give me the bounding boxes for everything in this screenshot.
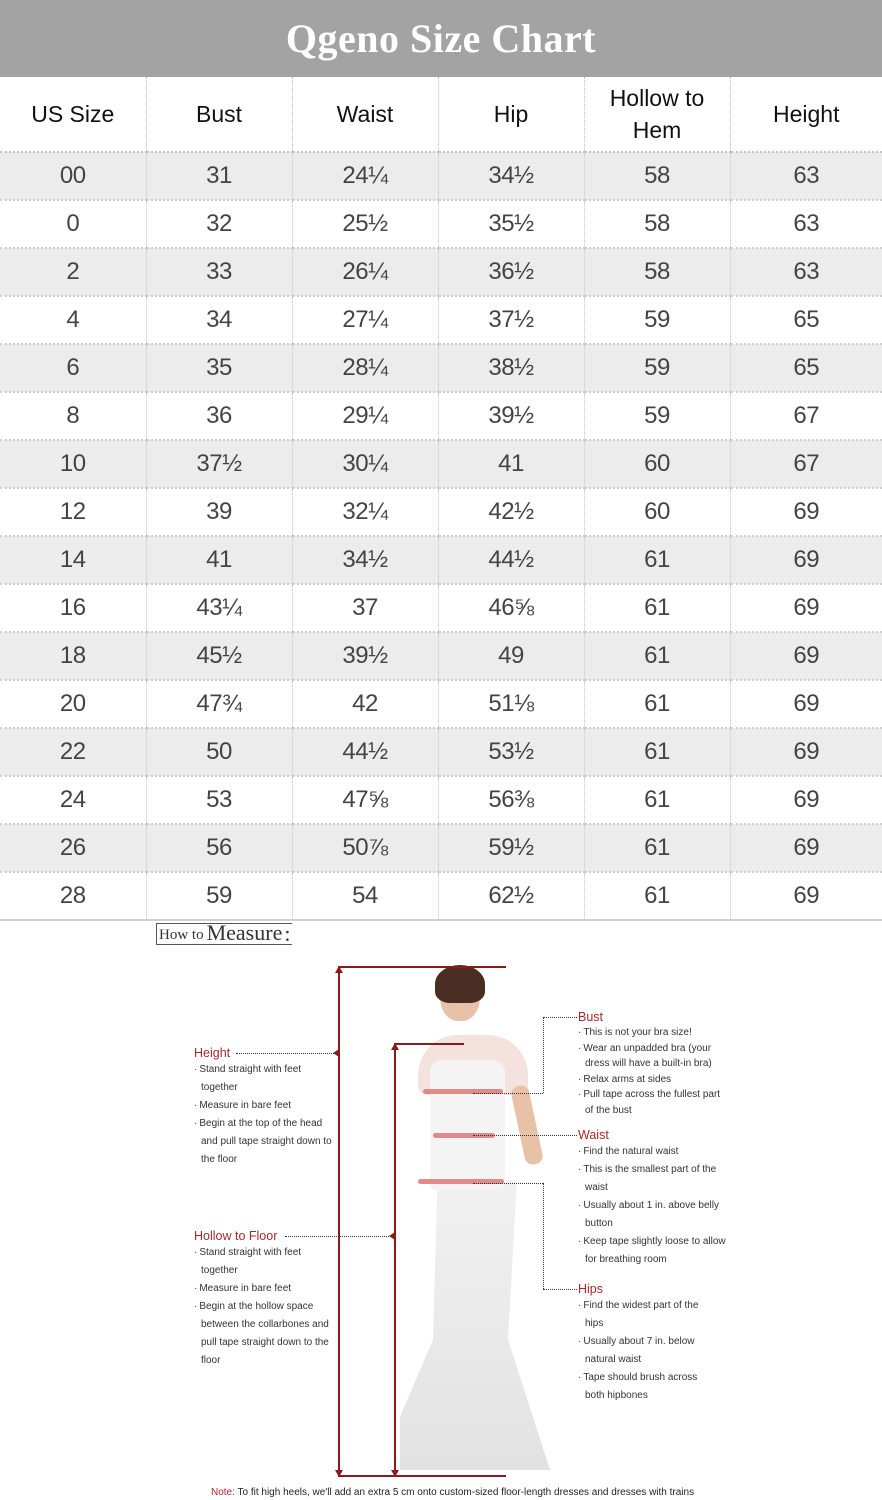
table-cell: 45½ bbox=[146, 632, 292, 680]
table-cell: 47⅝ bbox=[292, 776, 438, 824]
note-text: To fit high heels, we'll add an extra 5 cm onto custom-sized floor-length dresses and dresses with trains bbox=[234, 1487, 695, 1498]
instruction-item: · Tape should brush across both hipbones bbox=[578, 1369, 713, 1405]
table-cell: 47¾ bbox=[146, 680, 292, 728]
hollow-top-line bbox=[394, 1043, 464, 1045]
table-cell: 44½ bbox=[438, 536, 584, 584]
table-cell: 39½ bbox=[292, 632, 438, 680]
column-header: US Size bbox=[0, 77, 146, 152]
table-row bbox=[0, 728, 882, 776]
table-cell: 38½ bbox=[438, 344, 584, 392]
bust-connector-v bbox=[543, 1017, 544, 1093]
waist-connector bbox=[473, 1135, 577, 1136]
table-cell: 34 bbox=[146, 296, 292, 344]
hips-instructions bbox=[578, 1281, 713, 1405]
column-header: Waist bbox=[292, 77, 438, 152]
table-cell: 69 bbox=[730, 872, 882, 920]
note-label: Note: bbox=[211, 1487, 235, 1498]
instruction-item: · This is the smallest part of the waist bbox=[578, 1161, 733, 1197]
table-cell: 54 bbox=[292, 872, 438, 920]
table-cell: 56⅜ bbox=[438, 776, 584, 824]
table-cell: 58 bbox=[584, 248, 730, 296]
table-cell: 39 bbox=[146, 488, 292, 536]
instruction-item: · Begin at the top of the head and pull tape straight down to the floor bbox=[194, 1115, 334, 1169]
instruction-item: · Begin at the hollow space between the collarbones and pull tape straight down to the floor bbox=[194, 1298, 334, 1370]
table-row bbox=[0, 488, 882, 536]
table-cell: 2 bbox=[0, 248, 146, 296]
table-cell: 4 bbox=[0, 296, 146, 344]
table-cell: 6 bbox=[0, 344, 146, 392]
table-body bbox=[0, 152, 882, 920]
table-cell: 69 bbox=[730, 536, 882, 584]
instruction-item: · Measure in bare feet bbox=[194, 1097, 334, 1115]
table-cell: 42 bbox=[292, 680, 438, 728]
table-cell: 65 bbox=[730, 296, 882, 344]
model-hair bbox=[435, 965, 485, 1003]
title-big: Measure bbox=[206, 920, 283, 945]
arm bbox=[510, 1084, 544, 1166]
table-cell: 59 bbox=[584, 344, 730, 392]
bust-connector-bottom bbox=[473, 1093, 543, 1094]
table-cell: 69 bbox=[730, 680, 882, 728]
table-cell: 37 bbox=[292, 584, 438, 632]
instruction-item: · Find the widest part of the hips bbox=[578, 1297, 713, 1333]
dress-skirt bbox=[400, 1180, 550, 1470]
table-cell: 41 bbox=[146, 536, 292, 584]
arrow-up-icon bbox=[391, 1043, 399, 1050]
instruction-item: · Usually about 1 in. above belly button bbox=[578, 1197, 733, 1233]
table-row bbox=[0, 536, 882, 584]
table-cell: 35½ bbox=[438, 200, 584, 248]
table-cell: 26 bbox=[0, 824, 146, 872]
table-cell: 14 bbox=[0, 536, 146, 584]
table-cell: 37½ bbox=[146, 440, 292, 488]
instruction-item: · Wear an unpadded bra (your dress will have a built-in bra) bbox=[578, 1041, 728, 1072]
table-cell: 59 bbox=[146, 872, 292, 920]
instruction-item: · Stand straight with feet together bbox=[194, 1244, 334, 1280]
table-cell: 69 bbox=[730, 776, 882, 824]
hips-heading: Hips bbox=[578, 1282, 604, 1296]
table-cell: 63 bbox=[730, 200, 882, 248]
table-cell: 28¼ bbox=[292, 344, 438, 392]
table-row bbox=[0, 392, 882, 440]
hollow-tape-line bbox=[394, 1044, 396, 1475]
table-cell: 16 bbox=[0, 584, 146, 632]
table-cell: 59 bbox=[584, 392, 730, 440]
column-header: Height bbox=[730, 77, 882, 152]
table-cell: 0 bbox=[0, 200, 146, 248]
table-cell: 44½ bbox=[292, 728, 438, 776]
table-cell: 61 bbox=[584, 728, 730, 776]
table-header-row bbox=[0, 77, 882, 152]
size-chart-table bbox=[0, 77, 882, 921]
table-cell: 61 bbox=[584, 824, 730, 872]
title-colon: : bbox=[284, 921, 291, 946]
table-cell: 49 bbox=[438, 632, 584, 680]
how-to-measure-title bbox=[156, 920, 292, 946]
table-row bbox=[0, 776, 882, 824]
waist-list bbox=[578, 1143, 733, 1269]
table-row bbox=[0, 584, 882, 632]
table-cell: 33 bbox=[146, 248, 292, 296]
table-cell: 28 bbox=[0, 872, 146, 920]
title-small: How to bbox=[159, 927, 204, 943]
table-cell: 34½ bbox=[292, 536, 438, 584]
table-cell: 20 bbox=[0, 680, 146, 728]
table-row bbox=[0, 632, 882, 680]
instruction-item: · Relax arms at sides bbox=[578, 1072, 728, 1088]
table-cell: 61 bbox=[584, 776, 730, 824]
table-cell: 53 bbox=[146, 776, 292, 824]
table-row bbox=[0, 680, 882, 728]
table-cell: 37½ bbox=[438, 296, 584, 344]
table-cell: 31 bbox=[146, 152, 292, 200]
instruction-item: · Find the natural waist bbox=[578, 1143, 733, 1161]
arrow-left-icon bbox=[389, 1232, 395, 1240]
height-heading: Height bbox=[194, 1046, 231, 1060]
table-cell: 29¼ bbox=[292, 392, 438, 440]
table-cell: 59 bbox=[584, 296, 730, 344]
table-cell: 39½ bbox=[438, 392, 584, 440]
table-cell: 18 bbox=[0, 632, 146, 680]
table-cell: 24 bbox=[0, 776, 146, 824]
bust-list bbox=[578, 1025, 728, 1118]
instruction-item: · Measure in bare feet bbox=[194, 1280, 334, 1298]
table-cell: 60 bbox=[584, 440, 730, 488]
hollow-heading: Hollow to Floor bbox=[194, 1229, 278, 1243]
table-cell: 61 bbox=[584, 872, 730, 920]
table-cell: 69 bbox=[730, 488, 882, 536]
dress-bodice bbox=[430, 1060, 505, 1190]
table-cell: 63 bbox=[730, 152, 882, 200]
title-bar bbox=[0, 0, 882, 77]
hips-list bbox=[578, 1297, 713, 1405]
table-cell: 41 bbox=[438, 440, 584, 488]
table-cell: 63 bbox=[730, 248, 882, 296]
dress-model-illustration bbox=[380, 965, 560, 1475]
table-cell: 50⅞ bbox=[292, 824, 438, 872]
column-header: Bust bbox=[146, 77, 292, 152]
table-cell: 61 bbox=[584, 584, 730, 632]
table-cell: 32¼ bbox=[292, 488, 438, 536]
hollow-list bbox=[194, 1244, 334, 1370]
table-cell: 61 bbox=[584, 536, 730, 584]
table-cell: 30¼ bbox=[292, 440, 438, 488]
height-instructions bbox=[194, 1045, 334, 1169]
hips-connector-bottom bbox=[543, 1289, 577, 1290]
table-cell: 34½ bbox=[438, 152, 584, 200]
table-cell: 67 bbox=[730, 392, 882, 440]
table-cell: 00 bbox=[0, 152, 146, 200]
instruction-item: · Usually about 7 in. below natural waist bbox=[578, 1333, 713, 1369]
table-cell: 50 bbox=[146, 728, 292, 776]
hips-connector-v bbox=[543, 1183, 544, 1289]
table-cell: 22 bbox=[0, 728, 146, 776]
table-cell: 51⅛ bbox=[438, 680, 584, 728]
arrow-up-icon bbox=[335, 966, 343, 973]
table-cell: 36 bbox=[146, 392, 292, 440]
floor-line bbox=[338, 1475, 506, 1477]
instruction-item: · This is not your bra size! bbox=[578, 1025, 728, 1041]
table-cell: 35 bbox=[146, 344, 292, 392]
table-cell: 65 bbox=[730, 344, 882, 392]
height-tape-line bbox=[338, 967, 340, 1475]
table-row bbox=[0, 440, 882, 488]
table-row bbox=[0, 824, 882, 872]
table-cell: 59½ bbox=[438, 824, 584, 872]
table-cell: 58 bbox=[584, 200, 730, 248]
height-list bbox=[194, 1061, 334, 1169]
instruction-item: · Stand straight with feet together bbox=[194, 1061, 334, 1097]
waist-instructions bbox=[578, 1127, 733, 1269]
bust-heading: Bust bbox=[578, 1010, 604, 1024]
bust-instructions bbox=[578, 1009, 728, 1118]
table-cell: 69 bbox=[730, 584, 882, 632]
table-cell: 43¼ bbox=[146, 584, 292, 632]
table-cell: 69 bbox=[730, 632, 882, 680]
table-cell: 32 bbox=[146, 200, 292, 248]
table-cell: 56 bbox=[146, 824, 292, 872]
instruction-item: · Pull tape across the fullest part of the bust bbox=[578, 1087, 728, 1118]
table-cell: 26¼ bbox=[292, 248, 438, 296]
table-row bbox=[0, 872, 882, 920]
table-cell: 61 bbox=[584, 680, 730, 728]
table-cell: 69 bbox=[730, 728, 882, 776]
table-row bbox=[0, 152, 882, 200]
instruction-item: · Keep tape slightly loose to allow for breathing room bbox=[578, 1233, 733, 1269]
heels-note bbox=[211, 1487, 694, 1498]
page-title: Qgeno Size Chart bbox=[285, 16, 597, 61]
column-header: Hollow to Hem bbox=[584, 77, 730, 152]
table-cell: 36½ bbox=[438, 248, 584, 296]
table-cell: 42½ bbox=[438, 488, 584, 536]
table-cell: 67 bbox=[730, 440, 882, 488]
table-cell: 53½ bbox=[438, 728, 584, 776]
bust-connector-top bbox=[543, 1017, 577, 1018]
hips-connector-top bbox=[473, 1183, 543, 1184]
table-cell: 8 bbox=[0, 392, 146, 440]
table-cell: 24¼ bbox=[292, 152, 438, 200]
table-cell: 25½ bbox=[292, 200, 438, 248]
hollow-instructions bbox=[194, 1228, 334, 1370]
table-cell: 10 bbox=[0, 440, 146, 488]
table-cell: 12 bbox=[0, 488, 146, 536]
table-cell: 58 bbox=[584, 152, 730, 200]
waist-heading: Waist bbox=[578, 1128, 609, 1142]
table-cell: 60 bbox=[584, 488, 730, 536]
table-row bbox=[0, 296, 882, 344]
height-top-line bbox=[338, 966, 506, 968]
table-cell: 69 bbox=[730, 824, 882, 872]
table-cell: 61 bbox=[584, 632, 730, 680]
table-row bbox=[0, 248, 882, 296]
table-row bbox=[0, 200, 882, 248]
table-cell: 46⅝ bbox=[438, 584, 584, 632]
table-row bbox=[0, 344, 882, 392]
table-cell: 62½ bbox=[438, 872, 584, 920]
table-cell: 27¼ bbox=[292, 296, 438, 344]
column-header: Hip bbox=[438, 77, 584, 152]
